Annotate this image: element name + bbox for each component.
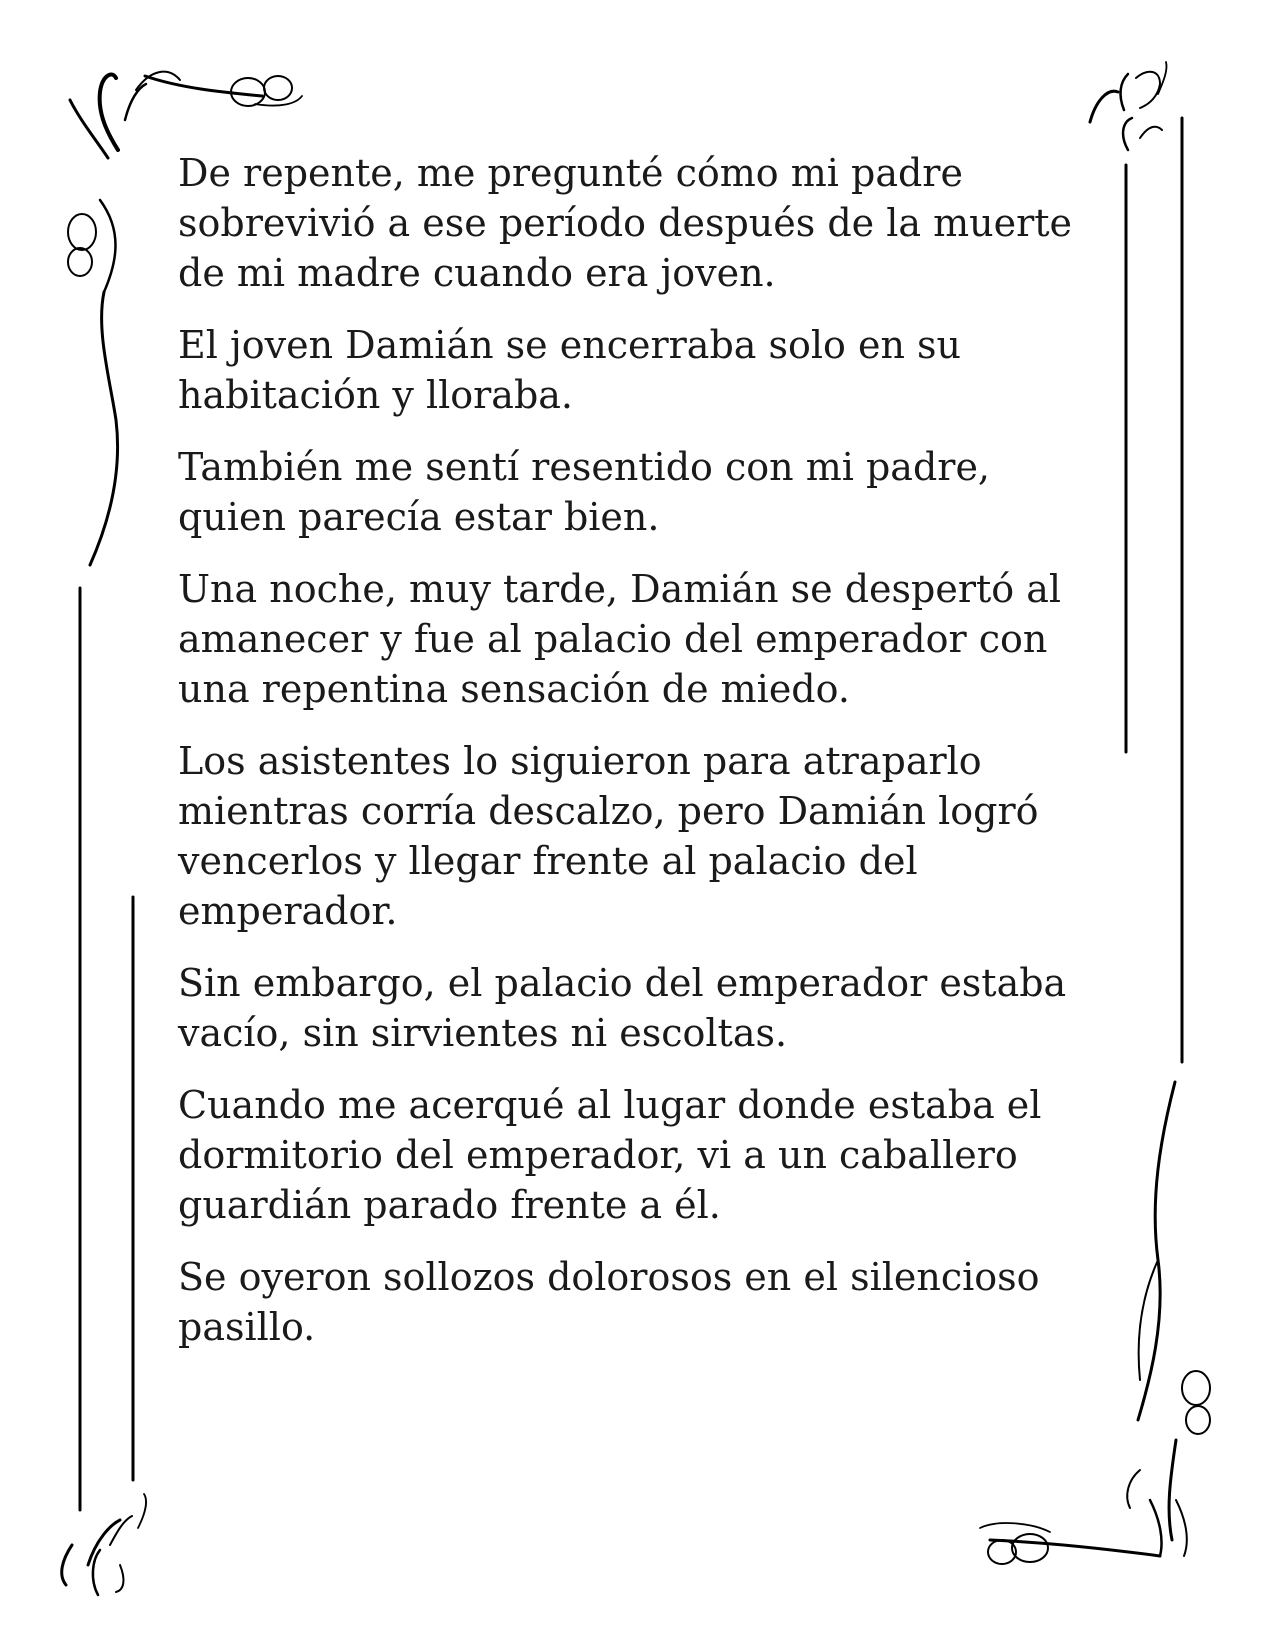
paragraph-1: De repente, me pregunté cómo mi padre sobrevivió a ese período después de la muerte de mi madre cuando era joven. — [178, 151, 1073, 295]
top-right-flourish-icon — [1090, 62, 1167, 150]
bottom-left-flourish-icon — [62, 1494, 146, 1595]
story-text — [178, 148, 1078, 1374]
paragraph-3: También me sentí resentido con mi padre, quien parecía estar bien. — [178, 445, 991, 539]
paragraph-5: Los asistentes lo siguieron para atraparlo mientras corría descalzo, pero Damián logró vencerlos y llegar frente al palacio del emperador. — [178, 739, 1039, 933]
paragraph-7: Cuando me acerqué al lugar donde estaba el dormitorio del emperador, vi a un caballero guardián parado frente a él. — [178, 1083, 1042, 1227]
paragraph-6: Sin embargo, el palacio del emperador estaba vacío, sin sirvientes ni escoltas. — [178, 961, 1067, 1055]
paragraph-4: Una noche, muy tarde, Damián se despertó al amanecer y fue al palacio del emperador con una repentina sensación de miedo. — [178, 567, 1062, 711]
paragraph-8: Se oyeron sollozos dolorosos en el silencioso pasillo. — [178, 1255, 1040, 1349]
paragraph-2: El joven Damián se encerraba solo en su habitación y lloraba. — [178, 323, 962, 417]
